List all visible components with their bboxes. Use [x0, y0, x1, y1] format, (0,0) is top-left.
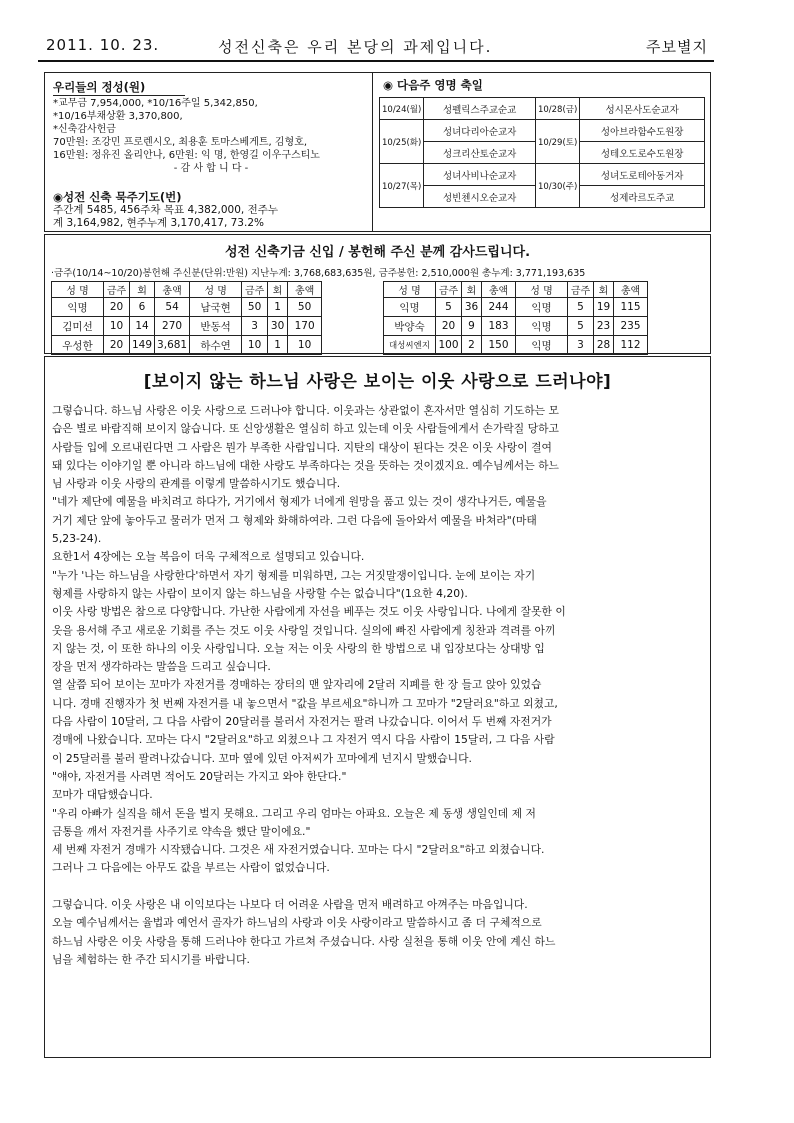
donor-cell: 170: [288, 317, 322, 336]
feast-date: 10/28(금): [535, 98, 579, 120]
bulletin-motto: 성전신축은 우리 본당의 과제입니다.: [218, 38, 493, 56]
article-line: 사람들 입에 오르내린다면 그 사람은 뭔가 부족한 사람입니다. 지탄의 대상이 된다는 것은 이웃 사랑이 결여: [52, 440, 552, 454]
feast-name: 성제라르도주교: [580, 186, 705, 208]
donor-cell: 28: [594, 336, 614, 355]
feast-date: 10/30(주): [535, 164, 579, 208]
fund-title: 성전 신축기금 신입 / 봉헌해 주신 분께 감사드립니다.: [224, 245, 531, 260]
donor-cell: 박양숙: [384, 317, 436, 336]
article-line: 열 살쯤 되어 보이는 꼬마가 자전거를 경매하는 장터의 맨 앞자리에 2달러 지폐를 한 장 들고 앉아 있었습: [52, 678, 542, 692]
donor-row: [52, 298, 322, 317]
donor-cell: 270: [155, 317, 190, 336]
article-line: 그렇습니다. 이웃 사랑은 내 이익보다는 나보다 더 어려운 사람을 먼저 배려하고 아껴주는 마음입니다.: [52, 898, 528, 912]
offering-panel: [45, 73, 373, 231]
donor-cell: 반동석: [190, 317, 242, 336]
feast-date: 10/24(월): [380, 98, 424, 120]
donor-cell: 20: [436, 317, 462, 336]
col-header: 총액: [155, 282, 190, 298]
donor-cell: 5: [568, 317, 594, 336]
donor-cell: 3: [242, 317, 268, 336]
article-line: 지 않는 것, 이 또한 하나의 이웃 사랑입니다. 오늘 저는 이웃 사랑의 한 방법으로 내 입장보다는 상대방 입: [52, 641, 545, 655]
donor-cell: 10: [104, 317, 130, 336]
rosary-line: 계 3,164,982, 현주누계 3,170,417, 73.2%: [53, 217, 264, 229]
article-line: "얘야, 자전거를 사려면 적어도 20달러는 가지고 와야 한단다.": [52, 769, 347, 783]
rosary-text: [53, 204, 369, 230]
col-header: 금주: [568, 282, 594, 298]
donor-cell: 익명: [52, 298, 104, 317]
feast-row: [380, 164, 705, 186]
donor-cell: 익명: [516, 298, 568, 317]
col-header: 성 명: [52, 282, 104, 298]
offering-thanks: - 감 사 합 니 다 -: [173, 163, 249, 174]
donor-row: [384, 298, 648, 317]
donor-cell: 3,681: [155, 336, 190, 355]
fund-summary: ·금주(10/14~10/20)봉헌해 주신분(단위:만원) 지난누계: 3,768,683,635원, 금주봉헌: 2,510,000원 총누계: 3,771,193,635: [51, 268, 586, 279]
donor-cell: 하수연: [190, 336, 242, 355]
feast-name: 성아브라함수도원장: [580, 120, 705, 142]
article-line: 님을 체험하는 한 주간 되시기를 바랍니다.: [52, 952, 250, 966]
header-divider: [38, 60, 714, 62]
rosary-title: ◉성전 신축 묵주기도(번): [53, 190, 182, 204]
donor-cell: 149: [130, 336, 155, 355]
donor-row: [384, 336, 648, 355]
donor-row: [52, 317, 322, 336]
col-header: 금주: [104, 282, 130, 298]
donor-cell: 150: [482, 336, 516, 355]
donor-header-row: [52, 282, 322, 298]
feast-name: 성녀다리아순교자: [424, 120, 536, 142]
offering-line: 16만원: 정유진 올리안나, 6만원: 익 명, 한영길 이우구스티노: [53, 150, 320, 161]
feast-name: 성펠릭스주교순교: [424, 98, 536, 120]
col-header: 총액: [482, 282, 516, 298]
col-header: 총액: [614, 282, 648, 298]
donor-cell: 235: [614, 317, 648, 336]
article-line: 형제를 사랑하지 않는 사람이 보이지 않는 하느님을 사랑할 수는 없습니다"(1요한 4,20).: [52, 586, 468, 600]
donor-cell: 14: [130, 317, 155, 336]
offering-line: *신축감사헌금: [53, 124, 116, 135]
donor-cell: 112: [614, 336, 648, 355]
donor-cell: 익명: [384, 298, 436, 317]
donor-cell: 19: [594, 298, 614, 317]
donor-cell: 1: [268, 336, 288, 355]
feast-name: 성녀도로테아동거자: [580, 164, 705, 186]
feast-name: 성녀사비나순교자: [424, 164, 536, 186]
donor-cell: 10: [242, 336, 268, 355]
offering-line: *10/16부채상환 3,370,800,: [53, 111, 183, 122]
article-line: "누가 '나는 하느님을 사랑한다'하면서 자기 형제를 미워하면, 그는 거짓말쟁이입니다. 눈에 보이는 자기: [52, 568, 536, 582]
donor-cell: 5: [568, 298, 594, 317]
donor-cell: 10: [288, 336, 322, 355]
donor-cell: 우성한: [52, 336, 104, 355]
col-header: 성 명: [384, 282, 436, 298]
col-header: 금주: [242, 282, 268, 298]
donor-cell: 1: [268, 298, 288, 317]
article-line: 니다. 경매 진행자가 첫 번째 자전거를 내 놓으면서 "값을 부르세요"하니까 그 꼬마가 "2달러요"하고 외쳤고,: [52, 696, 558, 710]
donor-cell: 244: [482, 298, 516, 317]
donor-table-left: [51, 281, 322, 355]
donor-cell: 남국현: [190, 298, 242, 317]
col-header: 회: [462, 282, 482, 298]
article-line: 돼 있다는 이야기일 뿐 아니라 하느님에 대한 사랑도 부족하다는 것을 뜻하는 것이겠지요. 예수님께서는 하느: [52, 458, 559, 472]
col-header: 회: [268, 282, 288, 298]
donor-cell: 50: [288, 298, 322, 317]
offering-line: *교무금 7,954,000, *10/16주일 5,342,850,: [53, 98, 258, 109]
donor-cell: 3: [568, 336, 594, 355]
feast-row: [380, 120, 705, 142]
article-line: 습은 별로 바람직해 보이지 않습니다. 또 신앙생활은 열심히 하고 있는데 이웃 사람들에게서 손가락질 당하고: [52, 422, 559, 436]
donor-cell: 익명: [516, 317, 568, 336]
col-header: 회: [130, 282, 155, 298]
article-title: [보이지 않는 하느님 사랑은 보이는 이웃 사랑으로 드러나야]: [143, 372, 612, 392]
article-line: 님 사랑과 이웃 사랑의 관계를 이렇게 말씀하시기도 했습니다.: [52, 477, 341, 491]
feast-date: 10/29(토): [535, 120, 579, 164]
donor-cell: 30: [268, 317, 288, 336]
article-line: 세 번째 자전거 경매가 시작됐습니다. 그것은 새 자전거였습니다. 꼬마는 다시 "2달러요"하고 외쳤습니다.: [52, 843, 545, 857]
offering-list: [53, 97, 369, 175]
donor-cell: 2: [462, 336, 482, 355]
page-header: [38, 34, 714, 60]
donor-cell: 6: [130, 298, 155, 317]
article-line: 그러나 그 다음에는 아무도 값을 부르는 사람이 없었습니다.: [52, 861, 330, 875]
article-line: 그렇습니다. 하느님 사랑은 이웃 사랑으로 드러나야 합니다. 이웃과는 상관없이 혼자서만 열심히 기도하는 모: [52, 404, 559, 417]
donor-cell: 115: [614, 298, 648, 317]
offering-title: 우리들의 정성(원): [53, 79, 185, 96]
article-line: 거기 제단 앞에 놓아두고 물러가 먼저 그 형제와 화해하여라. 그런 다음에 돌아와서 예물을 바쳐라"(마태: [52, 513, 537, 527]
feast-title: ◉ 다음주 영명 축일: [383, 78, 483, 92]
article-line: 웃을 용서해 주고 새로운 기회를 주는 것도 이웃 사랑일 것입니다. 실의에 빠진 사람에게 칭찬과 격려를 아끼: [52, 623, 556, 637]
col-header: 총액: [288, 282, 322, 298]
article-line: 꼬마가 대답했습니다.: [52, 788, 153, 802]
feast-date: 10/27(목): [380, 164, 424, 208]
donor-cell: 20: [104, 336, 130, 355]
offering-line: 70만원: 조강민 프로렌시오, 최용훈 토마스베게트, 김형호,: [53, 137, 308, 148]
article-line: 장을 먼저 생각하라는 말씀을 드리고 싶습니다.: [52, 660, 271, 674]
building-fund-box: [44, 234, 711, 354]
rosary-line: 주간계 5485, 456주차 목표 4,382,000, 전주누: [53, 204, 278, 216]
donor-table-right: [383, 281, 648, 355]
donor-row: [52, 336, 322, 355]
article-line: [52, 878, 712, 896]
bulletin-type: 주보별지: [646, 38, 708, 56]
donor-cell: 5: [436, 298, 462, 317]
donor-header-row: [384, 282, 648, 298]
article-line: "우리 아빠가 실직을 해서 돈을 벌지 못해요. 그리고 우리 엄마는 아파요. 오늘은 제 동생 생일인데 제 저: [52, 806, 536, 820]
article-line: 이 25달러를 불러 팔려나갔습니다. 꼬마 옆에 있던 아저씨가 꼬마에게 넌지시 말했습니다.: [52, 751, 472, 765]
article-line: 5,23-24).: [52, 532, 102, 546]
donor-cell: 183: [482, 317, 516, 336]
feast-panel: [373, 73, 710, 231]
article-line: 다음 사람이 10달러, 그 다음 사람이 20달러를 불러서 자전거는 팔려 나갔습니다. 이어서 두 번째 자전거가: [52, 715, 552, 729]
article-line: "네가 제단에 예물을 바치려고 하다가, 거기에서 형제가 너에게 원망을 품고 있는 것이 생각나거든, 예물을: [52, 495, 547, 509]
donor-cell: 9: [462, 317, 482, 336]
article-line: 요한1서 4장에는 오늘 복음이 더욱 구체적으로 설명되고 있습니다.: [52, 550, 365, 564]
info-box: [44, 72, 711, 232]
feast-row: [380, 98, 705, 120]
bulletin-date: 2011. 10. 23.: [46, 36, 160, 54]
article-body: [52, 402, 712, 969]
col-header: 금주: [436, 282, 462, 298]
donor-row: [384, 317, 648, 336]
donor-cell: 23: [594, 317, 614, 336]
feast-name: 성시몬사도순교자: [580, 98, 705, 120]
donor-cell: 50: [242, 298, 268, 317]
feast-name: 성테오도로수도원장: [580, 142, 705, 164]
article-line: 하느님 사랑은 이웃 사랑을 통해 드러나야 한다고 가르쳐 주셨습니다. 사랑 실천을 통해 이웃 안에 계신 하느: [52, 934, 556, 948]
feast-name: 성크리산토순교자: [424, 142, 536, 164]
feast-date: 10/25(화): [380, 120, 424, 164]
donor-cell: 익명: [516, 336, 568, 355]
article-line: 금통을 깨서 자전거를 사주기로 약속을 했단 말이에요.": [52, 824, 311, 838]
donor-cell: 대성씨엔지: [384, 336, 436, 355]
article-line: 이웃 사랑 방법은 참으로 다양합니다. 가난한 사람에게 자선을 베푸는 것도 이웃 사랑입니다. 나에게 잘못한 이: [52, 605, 566, 619]
feast-name: 성빈첸시오순교자: [424, 186, 536, 208]
donor-cell: 36: [462, 298, 482, 317]
donor-cell: 김미선: [52, 317, 104, 336]
feast-table: [379, 97, 705, 208]
col-header: 성 명: [516, 282, 568, 298]
article-line: 경매에 나왔습니다. 꼬마는 다시 "2달러요"하고 외쳤으나 그 자전거 역시 다음 사람이 15달러, 그 다음 사람: [52, 733, 555, 747]
donor-cell: 20: [104, 298, 130, 317]
donor-cell: 54: [155, 298, 190, 317]
article-line: 오늘 예수님께서는 율법과 예언서 골자가 하느님의 사랑과 이웃 사랑이라고 말씀하시고 좀 더 구체적으로: [52, 916, 542, 930]
col-header: 회: [594, 282, 614, 298]
donor-cell: 100: [436, 336, 462, 355]
col-header: 성 명: [190, 282, 242, 298]
